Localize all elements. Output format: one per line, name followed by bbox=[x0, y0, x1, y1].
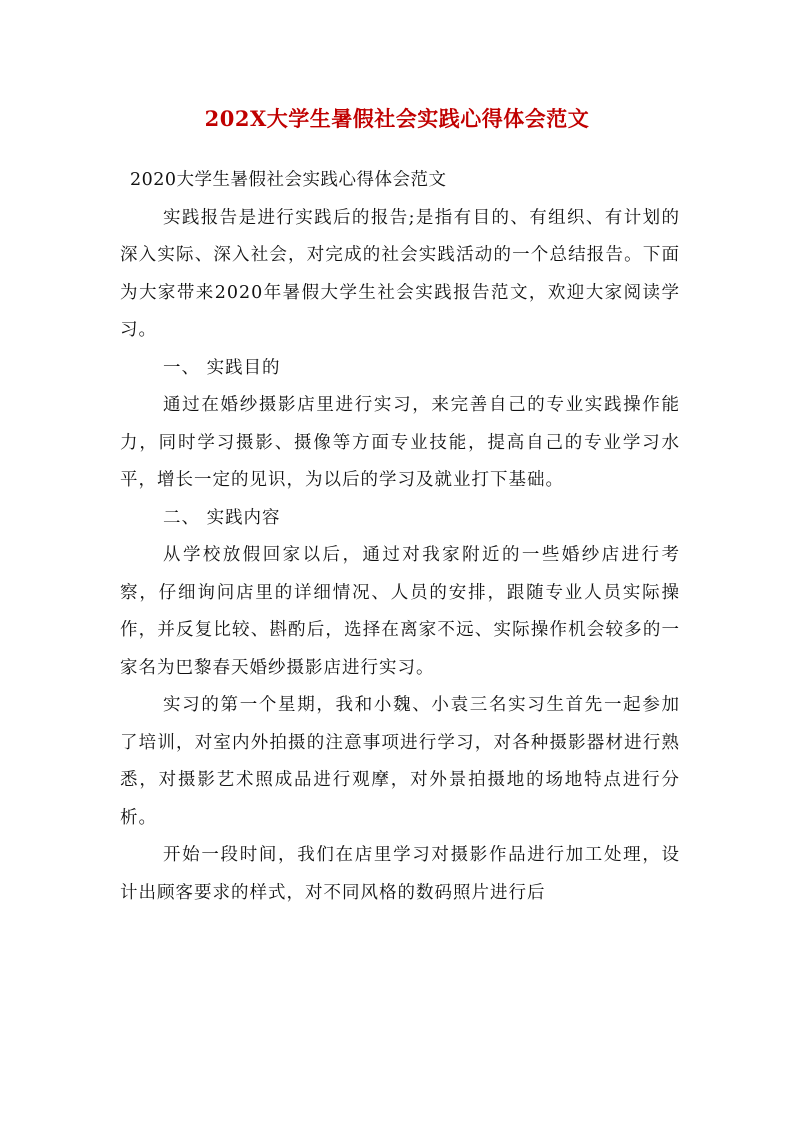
document-body bbox=[120, 162, 680, 912]
paragraph-content-3: 开始一段时间，我们在店里学习对摄影作品进行加工处理，设计出顾客要求的样式，对不同风格的数码照片进行后 bbox=[120, 845, 680, 903]
paragraph-purpose: 通过在婚纱摄影店里进行实习，来完善自己的专业实践操作能力，同时学习摄影、摄像等方面专业技能，提高自己的专业学习水平，增长一定的见识，为以后的学习及就业打下基础。 bbox=[120, 395, 680, 490]
paragraph-content-2: 实习的第一个星期，我和小魏、小袁三名实习生首先一起参加了培训，对室内外拍摄的注意事项进行学习，对各种摄影器材进行熟悉，对摄影艺术照成品进行观摩，对外景拍摄地的场地特点进行分析。 bbox=[120, 695, 680, 828]
document-title: 202X大学生暑假社会实践心得体会范文 bbox=[204, 106, 590, 131]
paragraph-content-1: 从学校放假回家以后，通过对我家附近的一些婚纱店进行考察，仔细询问店里的详细情况、人员的安排，跟随专业人员实际操作，并反复比较、斟酌后，选择在离家不远、实际操作机会较多的一家名为巴黎春天婚纱摄影店进行实习。 bbox=[120, 545, 680, 678]
document-subtitle: 2020大学生暑假社会实践心得体会范文 bbox=[130, 170, 447, 190]
section-heading-content: 二、 实践内容 bbox=[163, 507, 281, 528]
section-heading-purpose: 一、 实践目的 bbox=[163, 357, 281, 378]
paragraph-intro: 实践报告是进行实践后的报告;是指有目的、有组织、有计划的深入实际、深入社会，对完成的社会实践活动的一个总结报告。下面为大家带来2020年暑假大学生社会实践报告范文，欢迎大家阅读学习。 bbox=[120, 207, 680, 340]
